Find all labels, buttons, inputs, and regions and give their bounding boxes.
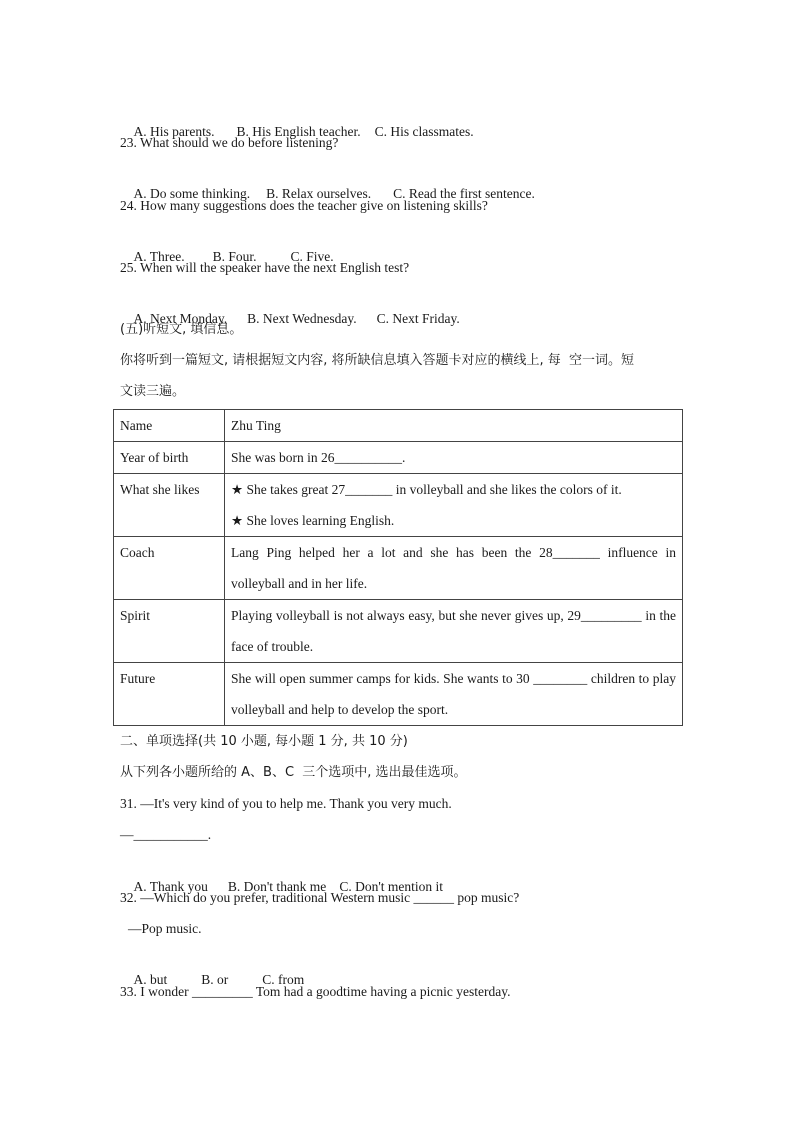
q24-question: 24. How many suggestions does the teacher give on listening skills?: [120, 198, 488, 213]
q23-option-a: A. Do some thinking.: [133, 186, 251, 201]
q25-options: [120, 289, 460, 349]
q32-option-c: C. from: [262, 972, 305, 987]
q25-question: 25. When will the speaker have the next English test?: [120, 260, 410, 275]
table-row: [114, 600, 683, 663]
row-label: Future: [114, 663, 225, 726]
table-row: [114, 410, 683, 442]
section5-heading: (五)听短文, 填信息。: [120, 322, 243, 337]
row-label: What she likes: [114, 474, 225, 537]
q24-option-b: B. Four.: [212, 249, 257, 264]
q31-options: [120, 857, 443, 917]
row-value: [225, 474, 683, 537]
q23-question: 23. What should we do before listening?: [120, 135, 339, 150]
table-row: [114, 537, 683, 600]
row-value: Lang Ping helped her a lot and she has been the 28_______ influence in volleyball and in her life.: [225, 537, 683, 600]
q31-option-a: A. Thank you: [133, 879, 208, 894]
q23-option-b: B. Relax ourselves.: [266, 186, 372, 201]
q22-option-c: C. His classmates.: [374, 124, 474, 139]
section5-instruction-line2: 文读三遍。: [120, 384, 186, 399]
table-row: [114, 474, 683, 537]
q32-answer-line: —Pop music.: [128, 921, 202, 936]
q25-option-b: B. Next Wednesday.: [247, 311, 357, 326]
row-label: Coach: [114, 537, 225, 600]
q22-options: [120, 102, 474, 162]
likes-line-1: ★ She takes great 27_______ in volleyball and she likes the colors of it.: [231, 482, 622, 497]
table-row: [114, 442, 683, 474]
q25-option-a: A. Next Monday.: [133, 311, 228, 326]
q32-question: 32. —Which do you prefer, traditional Western music ______ pop music?: [120, 890, 520, 905]
q31-answer-line: —___________.: [120, 827, 212, 842]
q23-option-c: C. Read the first sentence.: [393, 186, 535, 201]
q24-options: [120, 227, 334, 287]
row-value: She was born in 26__________.: [225, 442, 683, 474]
q22-option-b: B. His English teacher.: [236, 124, 361, 139]
likes-line-2: ★ She loves learning English.: [231, 513, 395, 528]
table-row: [114, 663, 683, 726]
info-table: [113, 409, 683, 726]
row-value: She will open summer camps for kids. She wants to 30 ________ children to play volleyball and help to develop the sport.: [225, 663, 683, 726]
q24-option-a: A. Three.: [133, 249, 185, 264]
section2-heading: 二、单项选择(共 10 小题, 每小题 1 分, 共 10 分): [120, 734, 408, 749]
row-label: Year of birth: [114, 442, 225, 474]
q33-question: 33. I wonder _________ Tom had a goodtime having a picnic yesterday.: [120, 984, 511, 999]
section5-instruction-line1: 你将听到一篇短文, 请根据短文内容, 将所缺信息填入答题卡对应的横线上, 每 空一词。短: [120, 353, 635, 368]
row-label: Spirit: [114, 600, 225, 663]
q31-option-b: B. Don't thank me: [227, 879, 327, 894]
q25-option-c: C. Next Friday.: [376, 311, 460, 326]
q32-option-a: A. but: [133, 972, 168, 987]
q32-option-b: B. or: [201, 972, 229, 987]
q31-question: 31. —It's very kind of you to help me. Thank you very much.: [120, 796, 452, 811]
q22-option-a: A. His parents.: [133, 124, 215, 139]
section2-instruction: 从下列各小题所给的 A、B、C 三个选项中, 选出最佳选项。: [120, 765, 467, 780]
q24-option-c: C. Five.: [290, 249, 334, 264]
row-value: Playing volleyball is not always easy, but she never gives up, 29_________ in the face of trouble.: [225, 600, 683, 663]
q31-option-c: C. Don't mention it: [339, 879, 443, 894]
row-label: Name: [114, 410, 225, 442]
row-value: Zhu Ting: [225, 410, 683, 442]
